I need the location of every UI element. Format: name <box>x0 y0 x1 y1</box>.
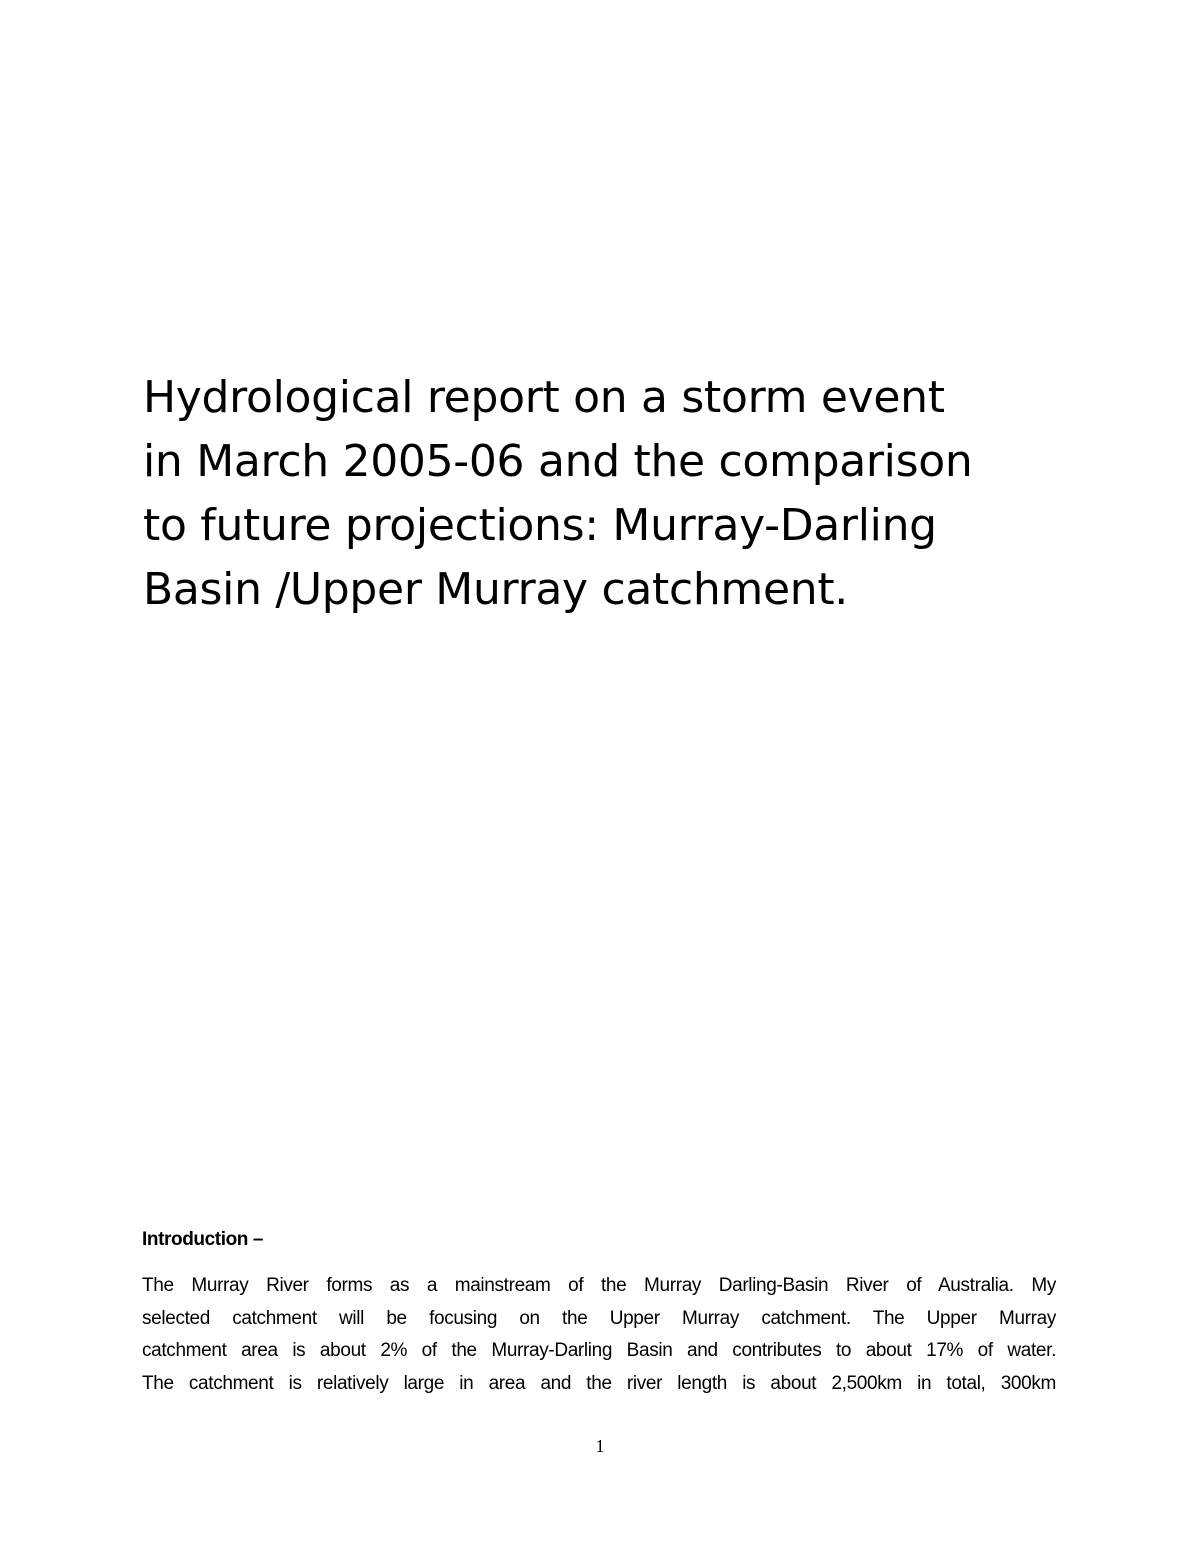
paragraph-line-text: The Murray River forms as a mainstream of the Murray Darling-Basin River of Australia. My <box>142 1275 1056 1296</box>
paragraph-line <box>142 1368 1056 1401</box>
paragraph-line <box>142 1303 1056 1336</box>
page-number: 1 <box>595 1436 605 1456</box>
introduction-paragraph <box>142 1270 1056 1400</box>
title-line: Hydrological report on a storm event <box>143 372 945 423</box>
title-line: Basin /Upper Murray catchment. <box>143 564 848 615</box>
paragraph-line <box>142 1335 1056 1368</box>
paragraph-line-text: The catchment is relatively large in area and the river length is about 2,500km in total, 300km <box>142 1372 1056 1394</box>
paragraph-line <box>142 1270 1056 1303</box>
report-title <box>143 366 1083 622</box>
paragraph-line-text: catchment area is about 2% of the Murray-Darling Basin and contributes to about 17% of water. <box>142 1340 1056 1361</box>
title-line: in March 2005-06 and the comparison <box>143 436 973 487</box>
title-line: to future projections: Murray-Darling <box>143 500 937 551</box>
paragraph-line-text: selected catchment will be focusing on the Upper Murray catchment. The Upper Murray <box>142 1307 1056 1329</box>
introduction-heading: Introduction – <box>142 1229 264 1250</box>
